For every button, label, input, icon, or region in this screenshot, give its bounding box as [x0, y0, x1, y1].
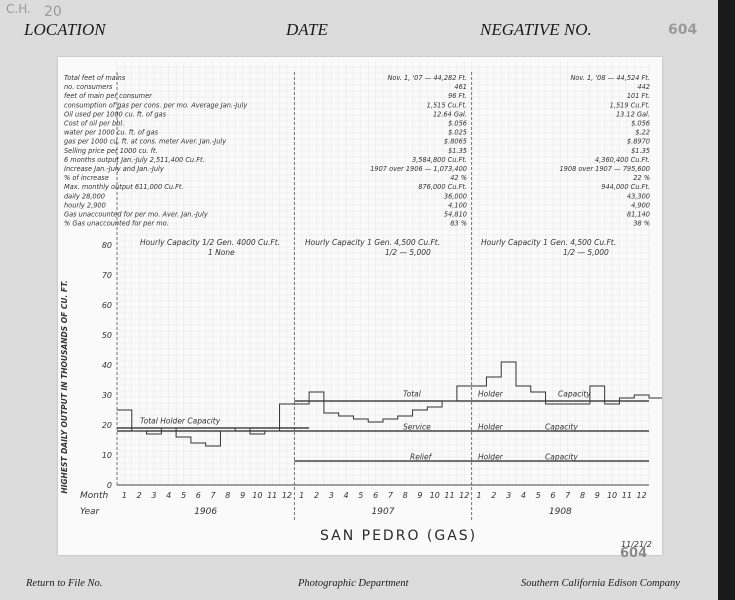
x-tick-month: 9	[594, 491, 600, 500]
x-tick-month: 7	[565, 491, 571, 500]
x-tick-month: 1	[299, 491, 305, 500]
table-cell-1907: $1.35	[448, 146, 467, 155]
y-tick-label: 60	[101, 301, 112, 310]
table-cell-1908: 4,900	[631, 201, 650, 210]
table-row-label: hourly 2,900	[64, 201, 106, 210]
x-tick-month: 2	[313, 491, 320, 500]
x-tick-month: 12	[459, 491, 470, 500]
table-cell-1908: 1908 over 1907 — 795,600	[559, 165, 650, 173]
table-cell-1908: 13.12 Gal.	[615, 110, 650, 119]
table-cell-1908: 81,140	[626, 210, 650, 219]
table-cell-1907: 1,515 Cu.Ft.	[426, 101, 467, 110]
table-row-label: Total feet of mains	[64, 74, 126, 82]
x-tick-month: 3	[151, 491, 157, 500]
level-annotation: Service	[403, 422, 431, 432]
table-row-label: no. consumers	[64, 83, 113, 92]
table-row-label: Gas unaccounted for per mo. Aver. Jan.-July	[64, 210, 208, 219]
table-cell-1907: $.8065	[443, 137, 467, 146]
level-annotation: Total	[403, 389, 421, 399]
level-annotation: Total Holder Capacity	[140, 416, 221, 426]
capacity-1906-a: Hourly Capacity 1/2 Gen. 4000 Cu.Ft.	[140, 238, 281, 247]
table-cell-1908: 442	[637, 83, 650, 92]
x-tick-month: 4	[166, 491, 172, 500]
y-tick-label: 0	[106, 481, 112, 490]
output-series	[117, 362, 662, 446]
x-tick-month: 9	[240, 491, 246, 500]
x-tick-month: 5	[358, 491, 364, 500]
chart-title: SAN PEDRO (GAS)	[320, 528, 478, 544]
footer-left: Return to File No.	[26, 578, 103, 589]
table-cell-1907: 54,810	[443, 210, 467, 219]
x-label-month: Month	[80, 491, 109, 501]
y-tick-label: 40	[101, 361, 112, 370]
table-cell-1907: 461	[454, 83, 467, 92]
table-row-label: Increase Jan.-July and Jan.-July	[64, 165, 164, 173]
x-tick-month: 3	[328, 491, 334, 500]
table-row-label: feet of main per consumer	[64, 92, 152, 101]
x-tick-month: 2	[136, 491, 142, 500]
level-annotation: Holder	[478, 452, 503, 462]
x-tick-month: 11	[444, 491, 455, 500]
x-tick-year: 1908	[548, 507, 572, 517]
stamp-number: 604	[620, 546, 648, 561]
x-tick-month: 8	[579, 491, 586, 500]
capacity-1908-a: Hourly Capacity 1 Gen. 4,500 Cu.Ft.	[481, 238, 617, 247]
table-cell-1907: 3,584,800 Cu.Ft.	[411, 155, 467, 164]
x-tick-month: 11	[267, 491, 278, 500]
table-cell-1908: 22 %	[633, 174, 650, 183]
y-tick-label: 70	[101, 271, 112, 280]
x-tick-month: 10	[252, 491, 263, 500]
level-annotation: Capacity	[558, 389, 591, 399]
table-cell-1907: $.056	[448, 119, 467, 128]
table-row-label: Cost of oil per bbl.	[64, 119, 125, 128]
x-tick-year: 1907	[371, 507, 395, 517]
table-cell-1907: 1907 over 1906 — 1,073,400	[370, 165, 467, 173]
level-annotation: Holder	[478, 422, 503, 432]
x-tick-month: 1	[476, 491, 482, 500]
table-cell-1908: 43,300	[626, 192, 650, 201]
x-tick-month: 6	[550, 491, 556, 500]
x-tick-month: 6	[195, 491, 201, 500]
x-tick-month: 5	[180, 491, 187, 500]
table-cell-1908: $1.35	[631, 146, 650, 155]
x-tick-month: 11	[621, 491, 632, 500]
output-chart	[58, 57, 662, 555]
chart-paper	[58, 57, 662, 555]
table-cell-1908: $.056	[631, 119, 650, 128]
table-cell-1907: 4,100	[448, 201, 467, 210]
y-ticks	[102, 241, 112, 490]
y-tick-label: 30	[101, 391, 112, 400]
table-cell-1907: 36,000	[443, 192, 467, 201]
table-cell-1907: Nov. 1, '07 — 44,282 Ft.	[387, 74, 467, 82]
x-tick-month: 5	[535, 491, 541, 500]
date-label: DATE	[286, 20, 328, 39]
x-tick-month: 10	[606, 491, 618, 500]
table-row-label: Selling price per 1000 cu. ft.	[64, 146, 158, 155]
x-tick-month: 6	[373, 491, 379, 500]
y-tick-label: 80	[101, 241, 112, 250]
table-row-label: Max. monthly output 611,000 Cu.Ft.	[64, 183, 184, 192]
x-tick-month: 10	[429, 491, 440, 500]
table-cell-1907: 83 %	[450, 219, 467, 228]
x-tick-month: 12	[281, 491, 293, 500]
x-tick-month: 1	[121, 491, 127, 500]
x-tick-year: 1906	[194, 507, 218, 517]
capacity-1908-b: 1/2 — 5,000	[563, 248, 609, 257]
negative-no-label: NEGATIVE NO.	[480, 20, 592, 39]
footer-right: Southern California Edison Company	[521, 578, 680, 589]
y-tick-label: 10	[101, 451, 112, 460]
x-tick-month: 8	[225, 491, 231, 500]
table-cell-1908: 944,000 Cu.Ft.	[601, 183, 650, 192]
table-cell-1908: 101 Ft.	[626, 92, 650, 101]
table-row-label: % Gas unaccounted for per mo.	[64, 219, 169, 228]
y-tick-label: 50	[101, 331, 112, 340]
y-tick-label: 20	[101, 421, 112, 430]
x-ticks	[122, 491, 647, 517]
table-cell-1908: $.22	[635, 128, 650, 137]
x-tick-month: 9	[417, 491, 423, 500]
x-tick-month: 4	[520, 491, 526, 500]
stamp-date: 11/21/2	[621, 540, 652, 549]
x-label-year: Year	[80, 507, 100, 517]
capacity-1906-b: 1 None	[208, 248, 235, 257]
corner-note-2: 20	[44, 4, 62, 20]
level-annotation: Holder	[478, 389, 503, 399]
table-cell-1908: $.8970	[626, 137, 650, 146]
table-cell-1908: 38 %	[633, 219, 650, 228]
x-tick-month: 8	[402, 491, 408, 500]
level-annotation: Relief	[410, 452, 432, 462]
level-annotation: Capacity	[545, 452, 578, 462]
x-tick-month: 3	[506, 491, 512, 500]
x-tick-month: 7	[210, 491, 216, 500]
table-cell-1907: 12.64 Gal.	[432, 110, 467, 119]
capacity-1907-b: 1/2 — 5,000	[385, 248, 431, 257]
footer-center: Photographic Department	[298, 578, 409, 589]
table-cell-1907: 42 %	[450, 174, 467, 183]
x-tick-month: 4	[343, 491, 349, 500]
table-cell-1908: 1,519 Cu.Ft.	[609, 101, 650, 110]
corner-note-1: C.H.	[6, 2, 31, 16]
table-row-label: daily 28,000	[64, 192, 105, 201]
level-annotation: Capacity	[545, 422, 578, 432]
table-row-label: % of increase	[64, 174, 109, 183]
table-cell-1907: 96 Ft.	[448, 92, 467, 101]
table-row-label: consumption of gas per cons. per mo. Average Jan.-July	[64, 101, 248, 110]
table-cell-1908: Nov. 1, '08 — 44,524 Ft.	[570, 74, 650, 82]
table-row-label: Oil used per 1000 cu. ft. of gas	[64, 110, 167, 119]
table-row-label: water per 1000 cu. ft. of gas	[64, 128, 159, 137]
x-tick-month: 2	[491, 491, 497, 500]
table-cell-1907: $.025	[448, 128, 467, 137]
x-tick-month: 7	[387, 491, 393, 500]
table-cell-1908: 4,360,400 Cu.Ft.	[594, 155, 650, 164]
negative-no-value: 604	[668, 22, 698, 38]
table-row-label: gas per 1000 cu. ft. at cons. meter Aver. Jan.-July	[64, 137, 227, 146]
table-row-label: 6 months output Jan.-July 2,511,400 Cu.Ft.	[64, 155, 205, 164]
x-tick-month: 12	[636, 491, 647, 500]
table-cell-1907: 876,000 Cu.Ft.	[418, 183, 467, 192]
location-label: LOCATION	[24, 20, 106, 39]
film-edge	[718, 0, 735, 600]
capacity-1907-a: Hourly Capacity 1 Gen. 4,500 Cu.Ft.	[305, 238, 441, 247]
y-axis-label: HIGHEST DAILY OUTPUT IN THOUSANDS OF CU. FT.	[60, 280, 69, 494]
